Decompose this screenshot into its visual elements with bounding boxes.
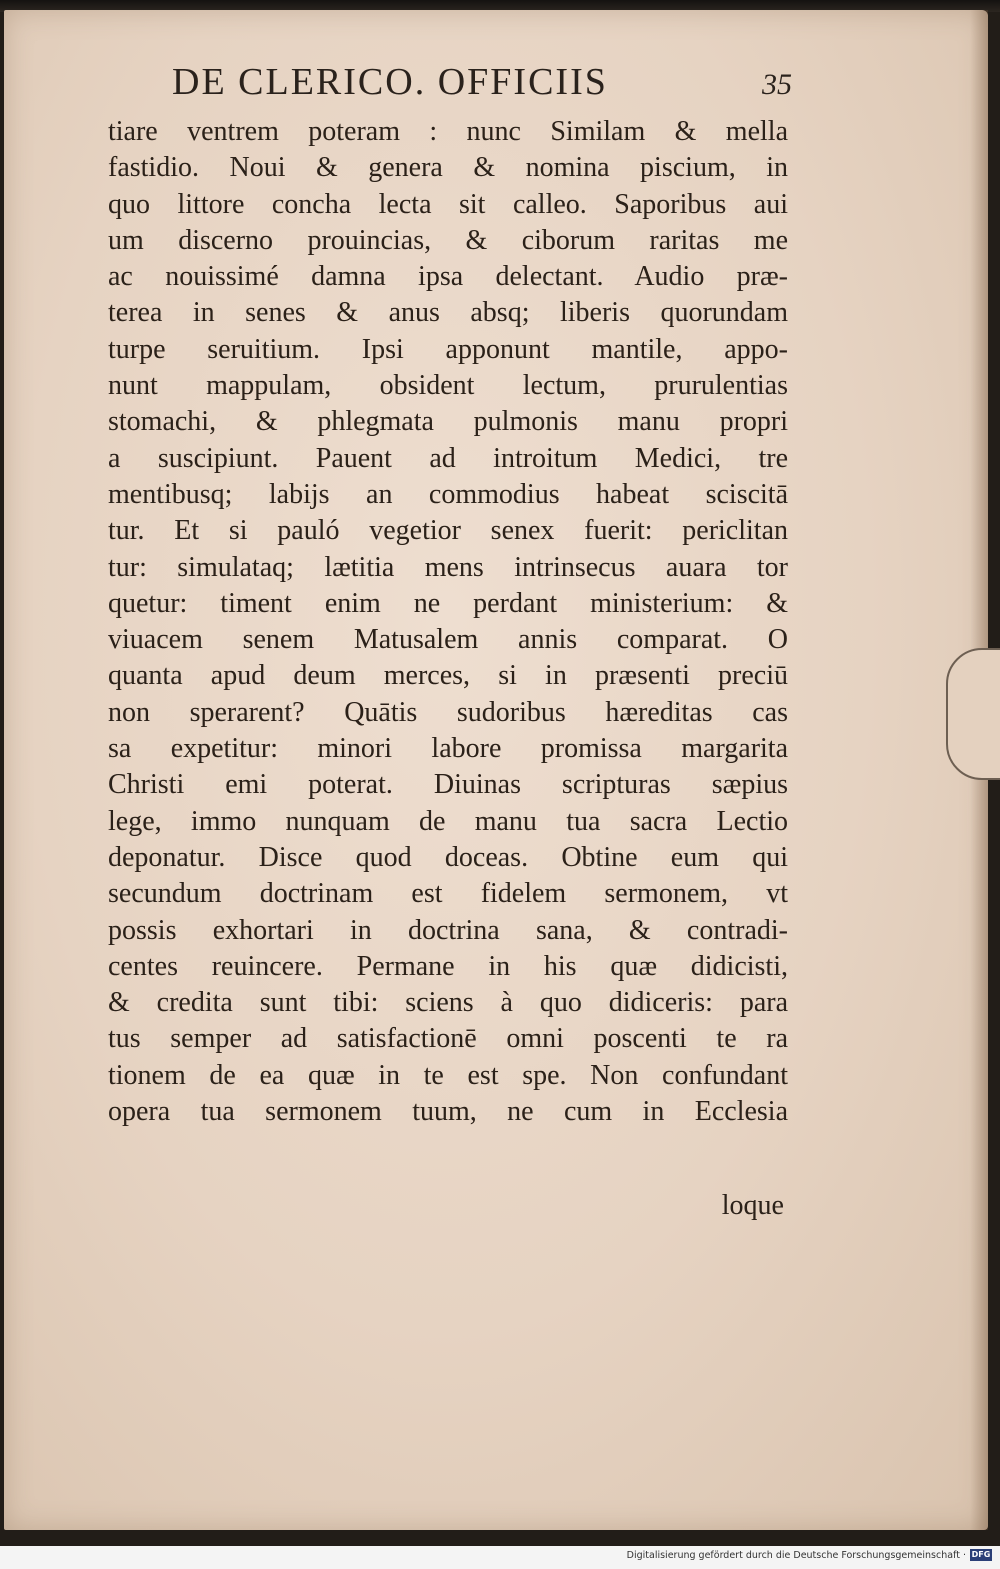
text-line: quanta apud deum merces, si in præsenti preciū <box>108 660 788 692</box>
dfg-logo: DFG <box>971 1550 991 1559</box>
text-line: deponatur. Disce quod doceas. Obtine eum qui <box>108 841 788 873</box>
text-line: fastidio. Noui & genera & nomina piscium, in <box>108 152 788 184</box>
body-text <box>108 114 788 1130</box>
text-line: opera tua sermonem tuum, ne cum in Ecclesia <box>108 1096 788 1128</box>
text-line: nunt mappulam, obsident lectum, prurulentias <box>108 370 788 402</box>
text-line: tur: simulataq; lætitia mens intrinsecus auara tor <box>108 551 788 583</box>
folio-number: 35 <box>762 68 792 101</box>
text-line: & credita sunt tibi: sciens à quo didiceris: para <box>108 987 788 1019</box>
text-line: tur. Et si pauló vegetior senex fuerit: periclitan <box>108 515 788 547</box>
text-line: ac nouissimé damna ipsa delectant. Audio præ- <box>108 261 788 293</box>
text-line: non sperarent? Quātis sudoribus hæreditas cas <box>108 696 788 728</box>
text-line: viuacem senem Matusalem annis comparat. O <box>108 624 788 656</box>
text-line: quo littore concha lecta sit calleo. Saporibus aui <box>108 188 788 220</box>
text-line: quetur: timent enim ne perdant ministerium: & <box>108 587 788 619</box>
text-line: tus semper ad satisfactionē omni poscenti te ra <box>108 1023 788 1055</box>
funding-note: Digitalisierung gefördert durch die Deutsche Forschungsgemeinschaft · <box>626 1550 966 1561</box>
text-line: secundum doctrinam est fidelem sermonem, vt <box>108 878 788 910</box>
book-clasp <box>946 648 1000 780</box>
text-line: Christi emi poterat. Diuinas scripturas sæpius <box>108 769 788 801</box>
page-header <box>172 60 792 106</box>
text-line: sa expetitur: minori labore promissa margarita <box>108 733 788 765</box>
text-line: stomachi, & phlegmata pulmonis manu propri <box>108 406 788 438</box>
running-title: DE CLERICO. OFFICIIS <box>172 61 608 103</box>
text-line: turpe seruitium. Ipsi apponunt mantile, appo- <box>108 333 788 365</box>
text-line: mentibusq; labijs an commodius habeat sciscitā <box>108 478 788 510</box>
text-line: tionem de ea quæ in te est spe. Non confundant <box>108 1059 788 1091</box>
text-line: um discerno prouincias, & ciborum raritas me <box>108 224 788 256</box>
text-line: centes reuincere. Permane in his quæ didicisti, <box>108 950 788 982</box>
text-line: possis exhortari in doctrina sana, & contradi- <box>108 914 788 946</box>
text-line: tiare ventrem poteram : nunc Similam & mella <box>108 116 788 147</box>
text-line: a suscipiunt. Pauent ad introitum Medici, tre <box>108 442 788 474</box>
text-line: terea in senes & anus absq; liberis quorundam <box>108 297 788 329</box>
catchword: loque <box>721 1190 784 1221</box>
text-line: lege, immo nunquam de manu tua sacra Lectio <box>108 805 788 837</box>
